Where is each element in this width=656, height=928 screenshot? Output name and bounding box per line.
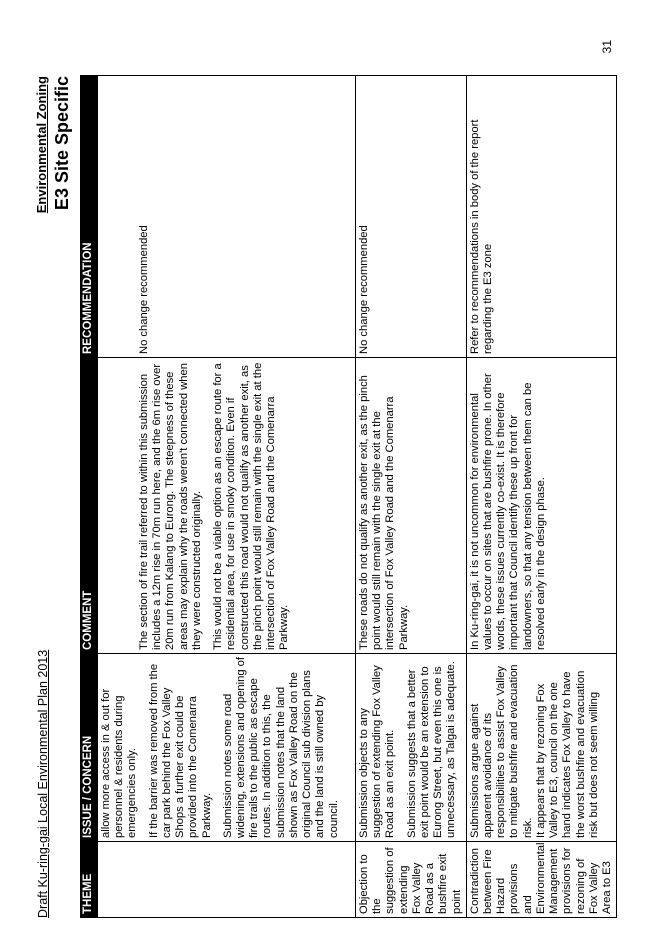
page-number: 31 [600,40,614,54]
document-title: Draft Ku-ring-gai Local Environmental Plan 2013 [36,649,50,918]
recommendation-cell [466,76,616,358]
recommendation-text: Refer to recommendations in body of the report regarding the E3 zone [468,119,494,354]
comment-paragraph: The section of fire trail referred to within this submission includes a 12m rise in 70m run here, and the 6m rise over 20m run from Kalang to Eurong. The steepness of these areas may explain why the roads weren't connected when they were constructed originally. [138,363,203,650]
submissions-table [80,75,617,918]
table-row [98,76,356,918]
issue-paragraph: Submission notes some road widening, extensions and opening of fire trails to the public as escape routes. In addition to this, the submission notes that the land shown as Fox Valley Road on the original Council sub division plans and the land is still owned by council. [221,657,340,838]
table-row [356,76,467,918]
comment-cell [98,358,356,654]
comment-cell [356,358,467,654]
recommendation-cell [356,76,467,358]
column-header-recommendation: RECOMMENDATION [81,76,98,358]
issue-cell [356,654,467,842]
issue-cell [466,654,616,842]
section-heading: Environmental Zoning [34,76,49,214]
issue-paragraph: Submission suggests that a better exit point would be an extension to Eurong Street, but even this one is unnecessary, as Talgai is adequate. [405,661,458,838]
recommendation-text: No change recommended [358,225,370,354]
issue-paragraph: allow more access in & out for personnel & residents during emergencies only. [100,688,139,838]
subsection-heading: E3 Site Specific [52,76,72,211]
column-header-issue: ISSUE / CONCERN [81,654,98,842]
theme-cell [98,842,356,918]
issue-cell [98,654,356,842]
comment-paragraph: This would not be a viable option as an escape route for a residential area, for use in smoky condition. Even if constructed this road would not qualify as another exit, as the pinch point would still remain with the single exit at the intersection of Fox Valley Road and the Comenarra Parkway. [212,362,291,650]
table-header-row [81,76,98,918]
column-header-comment: COMMENT [81,358,98,654]
issue-paragraph: Submission objects to any suggestion of extending Fox Valley Road as an exit point. [358,665,397,838]
table-row [466,76,616,918]
issue-paragraph: It appears that by rezoning Fox Valley to E3, council on the one hand indicates Fox Valley to have the worst bushfire and evacuation risk but does not seem willing [534,670,600,838]
recommendation-cell [98,76,356,358]
issue-paragraph: Submissions argue against apparent avoidance of its responsibilities to assist Fox Valley to mitigate bushfire and evacuation risk. [468,664,534,838]
comment-paragraph: These roads do not qualify as another exit, as the pinch point would still remain with the single exit at the intersection of Fox Valley Road and the Comenarra Parkway. [358,375,410,650]
theme-cell: Contradiction between Fire Hazard provisions and Environmental Management provisions for rezoning of Fox Valley Area to E3 [466,842,616,918]
theme-cell: Objection to the suggestion of extending Fox Valley Road as a bushfire exit point [356,842,467,918]
column-header-theme: THEME [81,842,98,918]
comment-paragraph: In Ku-ring-gai, it is not uncommon for environmental values to occur on sites that are bushfire prone. In other words, these issues currently co-exist. It is therefore important that Council identify these up front for landowners, so that any tension between them can be resolved early in the design phase. [468,373,547,650]
issue-paragraph: If the barrier was removed from the car park behind the Fox Valley Shops a further exit could be provided into the Comenarra Parkway. [147,663,213,838]
recommendation-text: No change recommended [138,225,150,354]
comment-cell [466,358,616,654]
